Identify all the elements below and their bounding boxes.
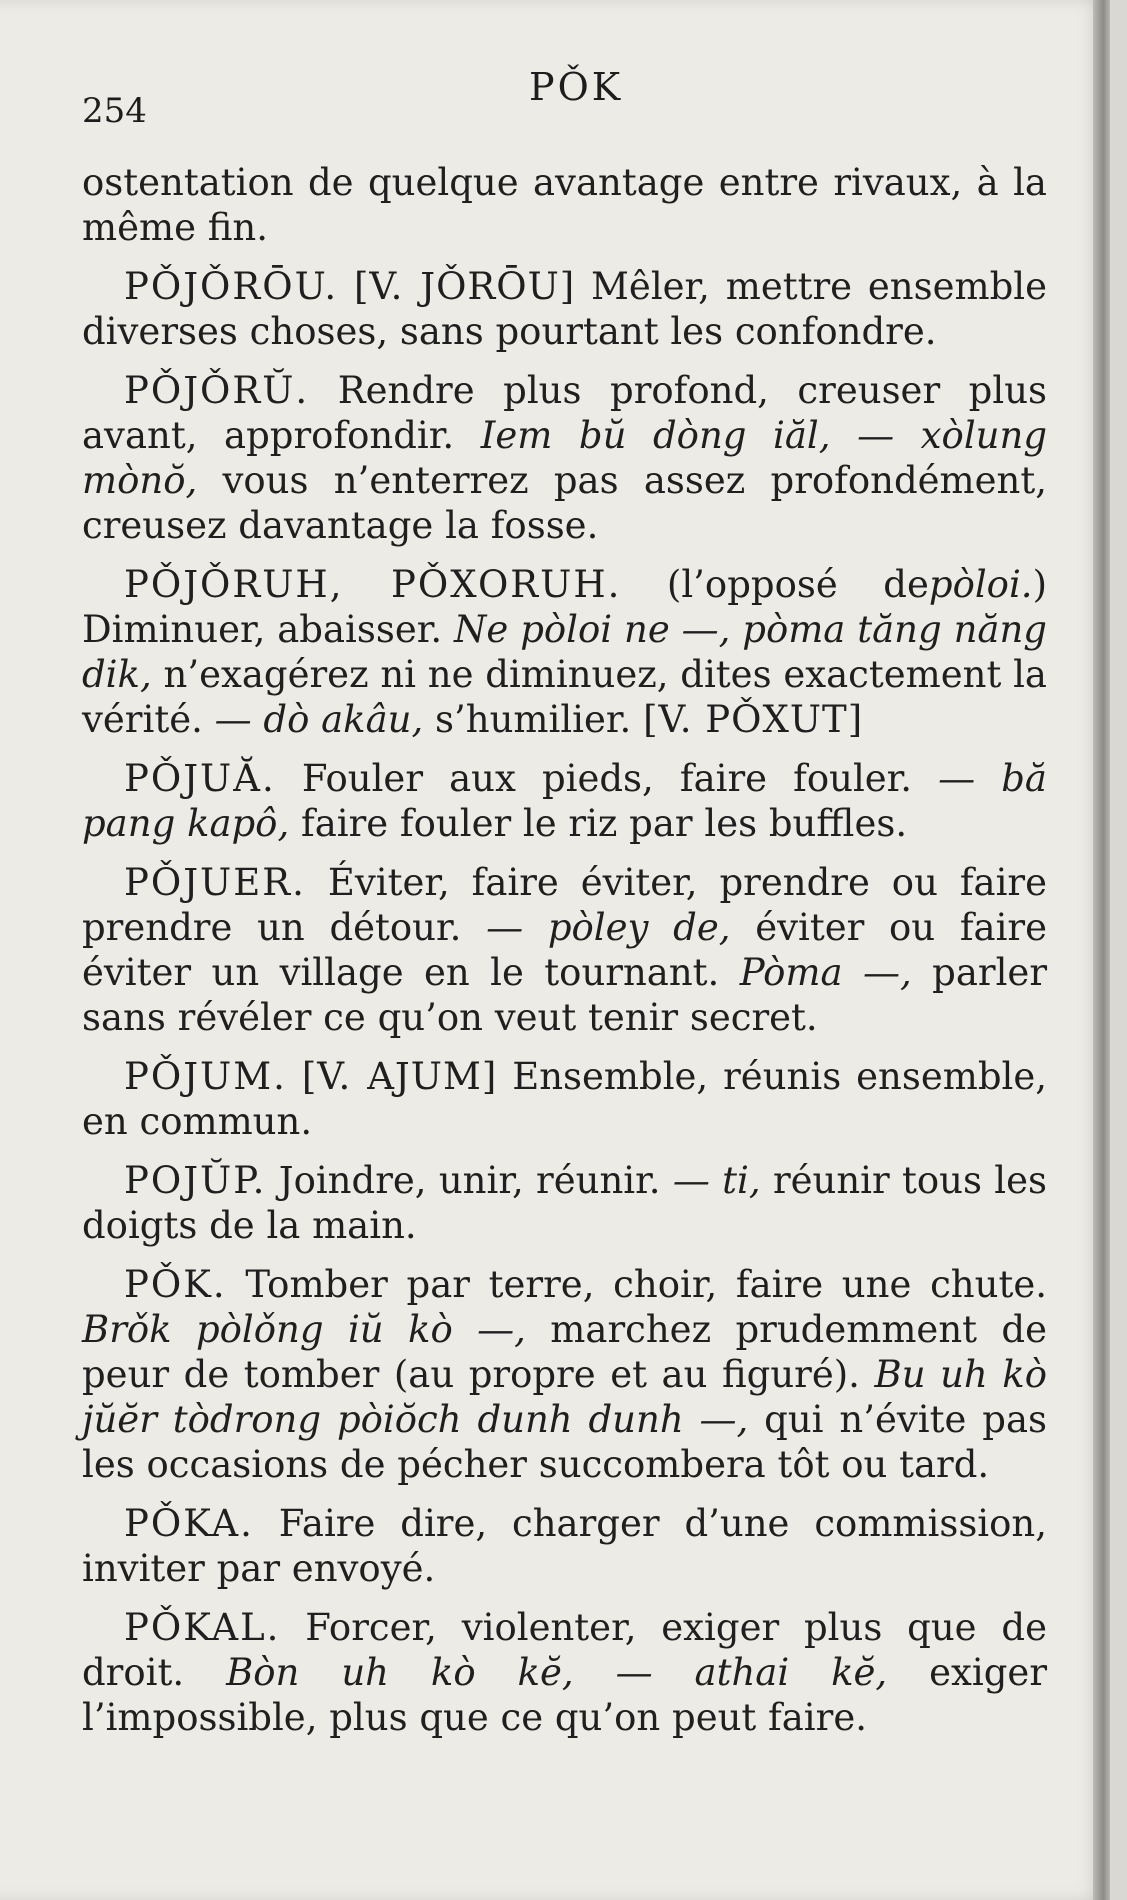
entry-poka	[82, 1501, 1047, 1591]
headword: PǑJǑRŌU.	[124, 265, 339, 308]
definition: parler sans révéler ce qu’on veut tenir secret.	[82, 951, 1048, 1039]
example: pòloi.	[928, 563, 1033, 606]
entry-pok	[82, 1262, 1047, 1487]
headword: POJŬP.	[124, 1159, 267, 1202]
entry-pokal	[82, 1605, 1047, 1740]
definition: Mêler, mettre ensemble diverses choses, sans pourtant les confondre.	[82, 265, 1047, 353]
entry-pojum	[82, 1054, 1047, 1144]
headword: PǑKAL.	[124, 1606, 281, 1649]
headword: PǑJǑRUH, PǑXORUH.	[124, 563, 622, 606]
example: Ne pòloi ne —, pòma tăng năng dik,	[82, 608, 1047, 696]
example: Iem bŭ dòng iăl, — xòlung mònŏ,	[82, 414, 1047, 502]
definition: Faire dire, charger d’une commission, inviter par envoyé.	[82, 1502, 1048, 1590]
entry-pojup	[82, 1158, 1047, 1248]
definition: Ensemble, réunis ensemble, en commun.	[82, 1055, 1047, 1143]
definition: n’exagérez ni ne diminuez, dites exactement la vérité.	[82, 653, 1047, 741]
example: — ti,	[672, 1159, 761, 1202]
cross-reference: [V. PǑXUT]	[643, 698, 864, 741]
running-head: PǑK	[529, 65, 624, 109]
definition: Tomber par terre, choir, faire une chute.	[245, 1263, 1047, 1306]
example: — dò akâu,	[214, 698, 424, 741]
definition: réunir tous les doigts de la main.	[82, 1159, 1048, 1247]
example: Bòn uh kò kĕ, — athai kĕ,	[226, 1651, 888, 1694]
headword: PǑJUM.	[124, 1055, 287, 1098]
definition: éviter ou faire éviter un village en le tournant.	[82, 906, 1047, 994]
dictionary-text	[82, 160, 1047, 1754]
page-number: 254	[82, 91, 147, 131]
cross-reference: [V. AJUM]	[301, 1055, 498, 1098]
definition: marchez prudemment de peur de tomber (au propre et au figuré).	[82, 1308, 1047, 1396]
entry-pojoru	[82, 368, 1047, 548]
page-edge-shadow	[1093, 0, 1110, 1900]
entry-pojuer	[82, 860, 1047, 1040]
entry-pojua	[82, 756, 1047, 846]
definition: s’humilier.	[435, 698, 632, 741]
definition: qui n’évite pas les occasions de pécher succombera tôt ou tard.	[82, 1398, 1047, 1486]
definition: exiger l’impossible, plus que ce qu’on peut faire.	[82, 1651, 1048, 1739]
example: Pòma —,	[739, 951, 912, 994]
definition: (l’opposé de	[666, 563, 929, 606]
definition: Joindre, unir, réunir.	[278, 1159, 661, 1202]
definition: Forcer, violenter, exiger plus que de droit.	[82, 1606, 1047, 1694]
headword: PǑJǑRŬ.	[124, 369, 310, 412]
definition: ostentation de quelque avantage entre rivaux, à la même fin.	[82, 161, 1047, 249]
headword: PǑJUĂ.	[124, 757, 276, 800]
cross-reference: [V. JǑRŌU]	[353, 265, 576, 308]
definition: ) Diminuer, abaisser.	[82, 563, 1047, 651]
page-header	[82, 65, 1047, 131]
entry-pojoruh	[82, 562, 1047, 742]
example: Brǒk pòlǒng iŭ kò —,	[82, 1308, 526, 1351]
entry-pojorou	[82, 264, 1047, 354]
definition: Rendre plus profond, creuser plus avant, approfondir.	[82, 369, 1048, 457]
definition: Fouler aux pieds, faire fouler.	[301, 757, 913, 800]
example: Bu uh kò jŭĕr tòdrong pòiŏch dunh dunh —,	[82, 1353, 1048, 1441]
headword: PǑJUER.	[124, 861, 306, 904]
entry-continuation	[82, 160, 1047, 250]
headword: PǑKA.	[124, 1502, 254, 1545]
example: — bă pang kapô,	[82, 757, 1047, 845]
example: — pòley de,	[486, 906, 731, 949]
headword: PǑK.	[124, 1263, 227, 1306]
definition: Éviter, faire éviter, prendre ou faire prendre un détour.	[82, 861, 1048, 949]
definition: vous n’enterrez pas assez profondément, creusez davantage la fosse.	[82, 459, 1048, 547]
definition: faire fouler le riz par les buffles.	[301, 802, 908, 845]
